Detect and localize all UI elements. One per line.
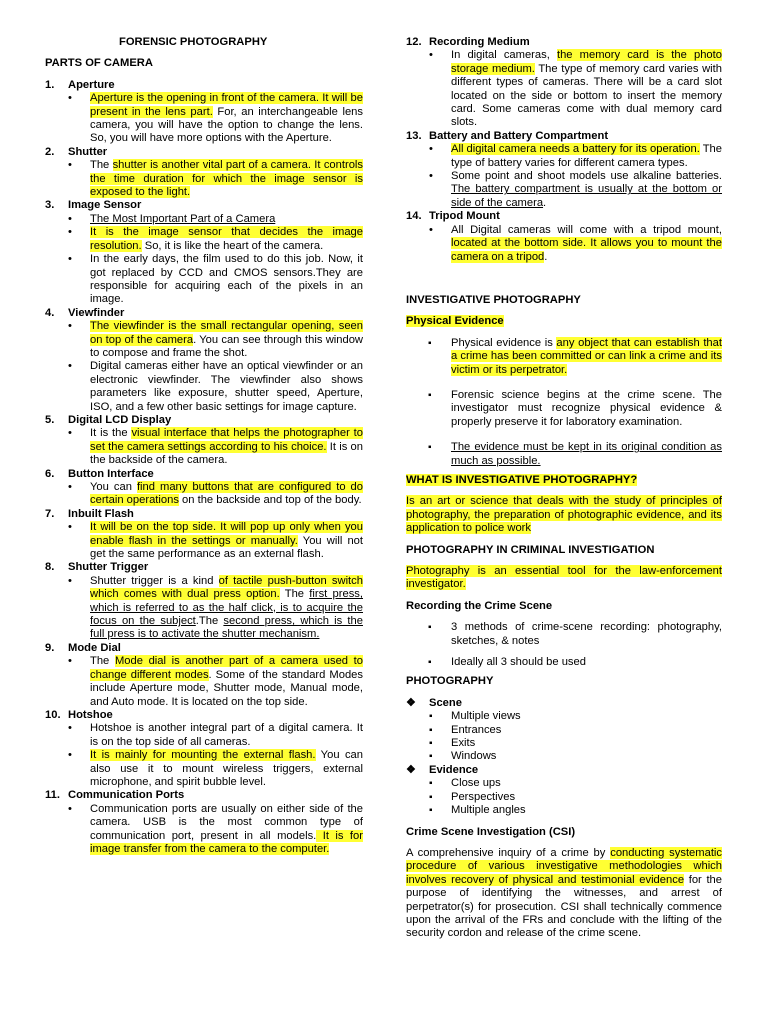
recording-scene-list xyxy=(406,621,722,669)
document-title: FORENSIC PHOTOGRAPHY xyxy=(119,36,268,48)
tripod-mount-bullets xyxy=(406,224,722,264)
item-recording-medium-heading: 12. Recording Medium xyxy=(406,36,530,48)
list-item: ▪ Exits xyxy=(406,737,722,750)
list-item: • In the early days, the film used to do this job. Now, it got replaced by CCD and CMOS sensors.They are responsible for acquiring each of the pixels in an image. xyxy=(45,253,363,307)
item-aperture-heading: 1. Aperture xyxy=(45,78,115,91)
list-item: • Communication ports are usually on either side of the camera. USB is the most common type of communication port, present in all models. It is for image transfer from the camera to the computer. xyxy=(45,803,363,857)
evidence-heading: ❖ Evidence xyxy=(406,763,479,776)
list-item: ▪ Multiple angles xyxy=(406,804,722,817)
list-item: • Shutter trigger is a kind of tactile push-button switch which comes with dual press option. The first press, which is referred to as the half click, is to acquire the focus on the subject.The second press, which is the full press is to activate the shutter mechanism. xyxy=(45,575,363,642)
item-button-interface-heading: 6. Button Interface xyxy=(45,467,154,480)
list-item: • In digital cameras, the memory card is the photo storage medium. The type of memory card varies with different types of cameras. There will be a card slot located on the side or bottom to insert the memory card. Some cameras come with dual memory card slots. xyxy=(406,49,722,129)
item-mode-dial-heading: 9. Mode Dial xyxy=(45,641,121,654)
list-item: • Aperture is the opening in front of the camera. It will be present in the lens part. For, an interchangeable lens camera, you will have the option to change the lens. So, you will have more options with the Aperture. xyxy=(45,92,363,146)
shutter-trigger-bullets xyxy=(45,575,363,642)
list-item: • Digital cameras either have an optical viewfinder or an electronic viewfinder. The viewfinder also shows parameters like exposure, shutter speed, Aperture, ISO, and a few other basic settings for image capture. xyxy=(45,360,363,414)
list-item: • It is the visual interface that helps the photographer to set the camera settings according to his choice. It is on the backside of the camera. xyxy=(45,427,363,467)
photography-heading: PHOTOGRAPHY xyxy=(406,675,494,688)
criminal-investigation-heading: PHOTOGRAPHY IN CRIMINAL INVESTIGATION xyxy=(406,543,655,556)
aperture-bullets xyxy=(45,92,363,146)
shutter-bullets xyxy=(45,159,363,199)
image-sensor-bullets xyxy=(45,213,363,307)
list-item: • Hotshoe is another integral part of a digital camera. It is on the top side of all cameras. xyxy=(45,722,363,749)
list-item: • The viewfinder is the small rectangular opening, seen on top of the camera. You can see through this window to compose and frame the shot. xyxy=(45,320,363,360)
investigative-photography-heading: INVESTIGATIVE PHOTOGRAPHY xyxy=(406,293,581,306)
battery-bullets xyxy=(406,143,722,210)
diamond-bullet-icon: ❖ xyxy=(406,696,417,709)
list-item: ▪ Forensic science begins at the crime scene. The investigator must recognize physical evidence & properly preserve it for laboratory examination. xyxy=(406,389,722,429)
list-item: • It will be on the top side. It will pop up only when you enable flash in the settings or manually. You will not get the same performance as an external flash. xyxy=(45,521,363,561)
list-item: • It is the image sensor that decides the image resolution. So, it is like the heart of the camera. xyxy=(45,226,363,253)
physical-evidence-list xyxy=(406,337,722,468)
list-item: ▪ Physical evidence is any object that can establish that a crime has been committed or can link a crime and its victim or its perpetrator. xyxy=(406,337,722,377)
list-item: ▪ The evidence must be kept in its original condition as much as possible. xyxy=(406,441,722,468)
list-item: ▪ Perspectives xyxy=(406,791,722,804)
item-shutter-heading: 2. Shutter xyxy=(45,145,108,158)
left-column xyxy=(45,36,363,856)
item-hotshoe-heading: 10. Hotshoe xyxy=(45,708,113,721)
list-item: ▪ Multiple views xyxy=(406,710,722,723)
list-item: • It is mainly for mounting the external flash. You can also use it to mount wireless triggers, external microphone, and spirit bubble level. xyxy=(45,749,363,789)
right-column xyxy=(406,36,722,941)
communication-ports-bullets xyxy=(45,803,363,857)
evidence-list xyxy=(406,777,722,817)
list-item: • The Most Important Part of a Camera xyxy=(45,213,363,226)
item-viewfinder-heading: 4. Viewfinder xyxy=(45,306,125,319)
scene-list xyxy=(406,710,722,764)
inbuilt-flash-bullets xyxy=(45,521,363,561)
lcd-display-bullets xyxy=(45,427,363,467)
csi-body: A comprehensive inquiry of a crime by conducting systematic procedure of various investigative methodologies which involves recovery of physical and testimonial evidence for the purpose of identifying the witnesses, and arrest of perpetrator(s) for prosecution. CSI shall technically commence upon the arrival of the FRs and conclude with the lifting of the security cordon and release of the crime scene. xyxy=(406,846,723,940)
viewfinder-bullets xyxy=(45,320,363,414)
list-item: ▪ Close ups xyxy=(406,777,722,790)
recording-scene-heading: Recording the Crime Scene xyxy=(406,599,553,612)
list-item: • Some point and shoot models use alkaline batteries. The battery compartment is usually at the bottom or side of the camera. xyxy=(406,170,722,210)
what-is-body: Is an art or science that deals with the study of principles of photography, the preparation of photographic evidence, and its application to police work xyxy=(406,495,722,535)
list-item: ▪ 3 methods of crime-scene recording: photography, sketches, & notes xyxy=(406,621,722,648)
item-tripod-mount-heading: 14. Tripod Mount xyxy=(406,210,500,223)
list-item: • You can find many buttons that are configured to do certain operations on the backside and top of the body. xyxy=(45,481,363,508)
list-item: • All digital camera needs a battery for its operation. The type of battery varies for different camera types. xyxy=(406,143,722,170)
list-item: • The shutter is another vital part of a camera. It controls the time duration for which the image sensor is exposed to the light. xyxy=(45,159,363,199)
list-item: ▪ Windows xyxy=(406,750,722,763)
parts-of-camera-heading: PARTS OF CAMERA xyxy=(45,57,153,70)
csi-heading: Crime Scene Investigation (CSI) xyxy=(406,825,576,838)
button-interface-bullets xyxy=(45,481,363,508)
hotshoe-bullets xyxy=(45,722,363,789)
item-image-sensor-heading: 3. Image Sensor xyxy=(45,199,142,212)
list-item: ▪ Ideally all 3 should be used xyxy=(406,656,722,669)
item-battery-heading: 13. Battery and Battery Compartment xyxy=(406,129,609,142)
item-shutter-trigger-heading: 8. Shutter Trigger xyxy=(45,561,149,574)
what-is-heading: WHAT IS INVESTIGATIVE PHOTOGRAPHY? xyxy=(406,473,638,486)
item-lcd-display-heading: 5. Digital LCD Display xyxy=(45,413,172,426)
list-item: • All Digital cameras will come with a tripod mount, located at the bottom side. It allows you to mount the camera on a tripod. xyxy=(406,224,722,264)
physical-evidence-heading: Physical Evidence xyxy=(406,315,504,328)
item-communication-ports-heading: 11. Communication Ports xyxy=(45,789,185,802)
list-item: • The Mode dial is another part of a camera used to change different modes. Some of the standard Modes include Aperture mode, Shutter mode, Manual mode, and Auto mode. It is located on the top side. xyxy=(45,655,363,709)
criminal-investigation-body: Photography is an essential tool for the law-enforcement investigator. xyxy=(406,565,722,591)
list-item: ▪ Entrances xyxy=(406,724,722,737)
scene-heading: ❖ Scene xyxy=(406,696,462,709)
item-inbuilt-flash-heading: 7. Inbuilt Flash xyxy=(45,507,134,520)
mode-dial-bullets xyxy=(45,655,363,709)
recording-medium-bullets xyxy=(406,49,722,129)
diamond-bullet-icon: ❖ xyxy=(406,763,417,776)
